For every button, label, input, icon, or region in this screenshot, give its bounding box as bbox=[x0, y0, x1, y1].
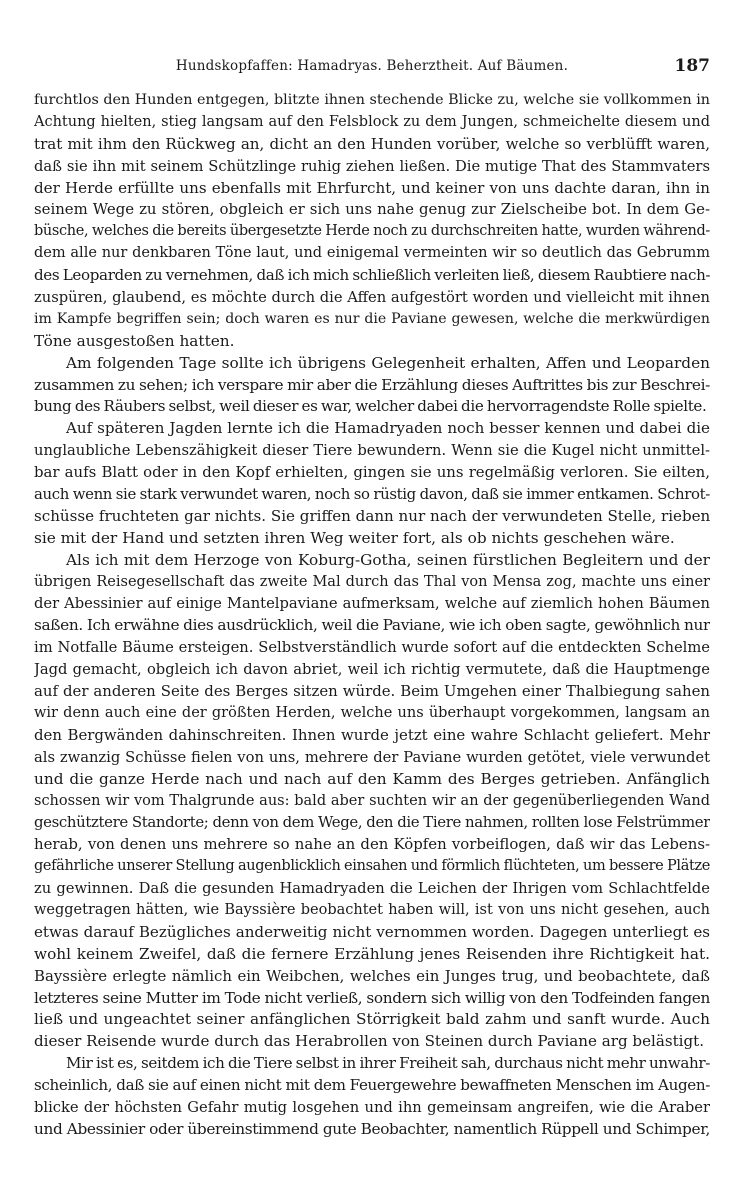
text-line: auf der anderen Seite des Berges sitzen würde. Beim Umgehen einer Thalbiegung sahen bbox=[34, 682, 710, 701]
page-header bbox=[34, 56, 710, 80]
text-line: Als ich mit dem Herzoge von Koburg-Gotha, seinen fürstlichen Begleitern und der bbox=[66, 550, 710, 569]
text-line: weggetragen hätten, wie Bayssière beobachtet haben will, ist von uns nicht gesehen, auch bbox=[34, 901, 710, 918]
text-line: trat mit ihm den Rückweg an, dicht an den Hunden vorüber, welche so verblüfft waren, bbox=[34, 134, 710, 153]
text-line: Achtung hielten, stieg langsam auf den Felsblock zu dem Jungen, schmeichelte diesem und bbox=[34, 113, 710, 130]
text-line: etwas darauf Bezügliches anderweitig nicht vernommen worden. Dagegen unterliegt es bbox=[34, 922, 710, 941]
running-head: Hundskopfaffen: Hamadryas. Beherztheit. Auf Bäumen. bbox=[175, 58, 569, 74]
text-line: blicke der höchsten Gefahr mutig losgehen und ihn gemeinsam angreifen, wie die Araber bbox=[34, 1098, 710, 1116]
text-line: im Notfalle Bäume ersteigen. Selbstverständlich wurde sofort auf die entdeckten Schelme bbox=[34, 639, 710, 657]
text-line: scheinlich, daß sie auf einen nicht mit dem Feuergewehre bewaffneten Menschen im Augen- bbox=[34, 1076, 710, 1095]
text-line: den Bergwänden dahinschreiten. Ihnen wurde jetzt eine wahre Schlacht geliefert. Mehr bbox=[34, 725, 710, 744]
text-line: zusammen zu sehen; ich verspare mir aber die Erzählung dieses Auftrittes bis zur Beschrei- bbox=[34, 375, 710, 394]
text-line: bung des Räubers selbst, weil dieser es war, welcher dabei die hervorragendste Rolle spielte. bbox=[34, 397, 707, 416]
text-line: Bayssière erlegte nämlich ein Weibchen, welches ein Junges trug, und beobachtete, daß bbox=[34, 966, 710, 985]
text-line: büsche, welches die bereits übergesetzte Herde noch zu durchschreiten hatte, wurden während- bbox=[34, 223, 710, 240]
text-line: herab, von denen uns mehrere so nahe an den Köpfen vorbeiflogen, daß wir das Lebens- bbox=[34, 835, 710, 854]
text-line: seinem Wege zu stören, obgleich er sich uns nahe genug zur Zielscheibe bot. In dem Ge- bbox=[34, 200, 710, 219]
text-line: und Abessinier oder übereinstimmend gute Beobachter, namentlich Rüppell und Schimper, bbox=[34, 1119, 710, 1138]
text-line: zuspüren, glaubend, es möchte durch die Affen aufgestört worden und vielleicht mit ihnen bbox=[34, 289, 710, 307]
text-line: und die ganze Herde nach und nach auf den Kamm des Berges getrieben. Anfänglich bbox=[34, 769, 710, 788]
text-line: furchtlos den Hunden entgegen, blitzte ihnen stechende Blicke zu, welche sie vollkommen in bbox=[34, 92, 710, 108]
text-line: ließ und ungeachtet seiner anfänglichen Störrigkeit bald zahm und sanft wurde. Auch bbox=[34, 1010, 710, 1029]
text-line: saßen. Ich erwähne dies ausdrücklich, weil die Paviane, wie ich oben sagte, gewöhnlich nur bbox=[34, 616, 710, 635]
paragraph bbox=[34, 1053, 710, 1141]
paragraph bbox=[34, 550, 710, 1053]
text-line: als zwanzig Schüsse fielen von uns, mehrere der Paviane wurden getötet, viele verwundet bbox=[34, 748, 710, 766]
text-line: Am folgenden Tage sollte ich übrigens Gelegenheit erhalten, Affen und Leoparden bbox=[66, 353, 710, 372]
paragraph bbox=[34, 418, 710, 549]
text-line: Auf späteren Jagden lernte ich die Hamadryaden noch besser kennen und dabei die bbox=[66, 419, 710, 438]
text-line: dieser Reisende wurde durch das Herabrollen von Steinen durch Paviane arg belästigt. bbox=[34, 1032, 705, 1051]
text-line: dem alle nur denkbaren Töne laut, und einigemal vermeinten wir so deutlich das Gebrumm bbox=[34, 245, 710, 262]
text-line: der Herde erfüllte uns ebenfalls mit Ehrfurcht, und keiner von uns dachte daran, ihn in bbox=[34, 178, 710, 197]
text-line: Jagd gemacht, obgleich ich davon abriet, weil ich richtig vermutete, daß die Hauptmenge bbox=[34, 661, 710, 679]
text-line: sie mit der Hand und setzten ihren Weg weiter fort, als ob nichts geschehen wäre. bbox=[34, 528, 675, 547]
text-line: letzteres seine Mutter im Tode nicht verließ, sondern sich willig von den Todfeinden fangen bbox=[34, 988, 710, 1007]
text-line: auch wenn sie stark verwundet waren, noch so rüstig davon, daß sie immer entkamen. Schrot- bbox=[34, 485, 710, 504]
text-line: schossen wir vom Thalgrunde aus: bald aber suchten wir an der gegenüberliegenden Wand bbox=[34, 792, 710, 809]
paragraph bbox=[34, 353, 710, 419]
text-line: gefährliche unserer Stellung augenblicklich einsahen und förmlich flüchteten, um bessere Plätze bbox=[34, 858, 710, 875]
text-line: wohl keinem Zweifel, daß die fernere Erzählung jenes Reisenden ihre Richtigkeit hat. bbox=[34, 944, 710, 963]
text-line: bar aufs Blatt oder in den Kopf erhielten, gingen sie uns regelmäßig verloren. Sie eilten, bbox=[34, 463, 710, 482]
paragraph bbox=[34, 90, 710, 353]
text-line: zu gewinnen. Daß die gesunden Hamadryaden die Leichen der Ihrigen vom Schlachtfelde bbox=[34, 880, 710, 898]
text-line: im Kampfe begriffen sein; doch waren es nur die Paviane gewesen, welche die merkwürdigen bbox=[34, 310, 710, 327]
text-line: wir denn auch eine der größten Herden, welche uns überhaupt vorgekommen, langsam an bbox=[34, 704, 710, 721]
text-line: Töne ausgestoßen hatten. bbox=[34, 331, 235, 350]
text-line: des Leoparden zu vernehmen, daß ich mich schließlich verleiten ließ, diesem Raubtiere nach- bbox=[34, 266, 710, 285]
text-line: Mir ist es, seitdem ich die Tiere selbst in ihrer Freiheit sah, durchaus nicht mehr unwahr- bbox=[66, 1054, 710, 1073]
text-line: daß sie ihn mit seinem Schützlinge ruhig ziehen ließen. Die mutige That des Stammvaters bbox=[34, 157, 710, 175]
text-line: geschütztere Standorte; denn von dem Wege, den die Tiere nahmen, rollten lose Felstrümmer bbox=[34, 813, 710, 832]
page-number: 187 bbox=[674, 56, 710, 76]
text-line: schüsse fruchteten gar nichts. Sie griffen dann nur nach der verwundeten Stelle, rieben bbox=[34, 506, 710, 525]
body-text bbox=[34, 90, 710, 1141]
text-line: unglaubliche Lebenszähigkeit dieser Tiere bewundern. Wenn sie die Kugel nicht unmittel- bbox=[34, 442, 710, 460]
text-line: übrigen Reisegesellschaft das zweite Mal durch das Thal von Mensa zog, machte uns einer bbox=[34, 573, 710, 590]
text-line: der Abessinier auf einige Mantelpaviane aufmerksam, welche auf ziemlich hohen Bäumen bbox=[34, 595, 710, 613]
